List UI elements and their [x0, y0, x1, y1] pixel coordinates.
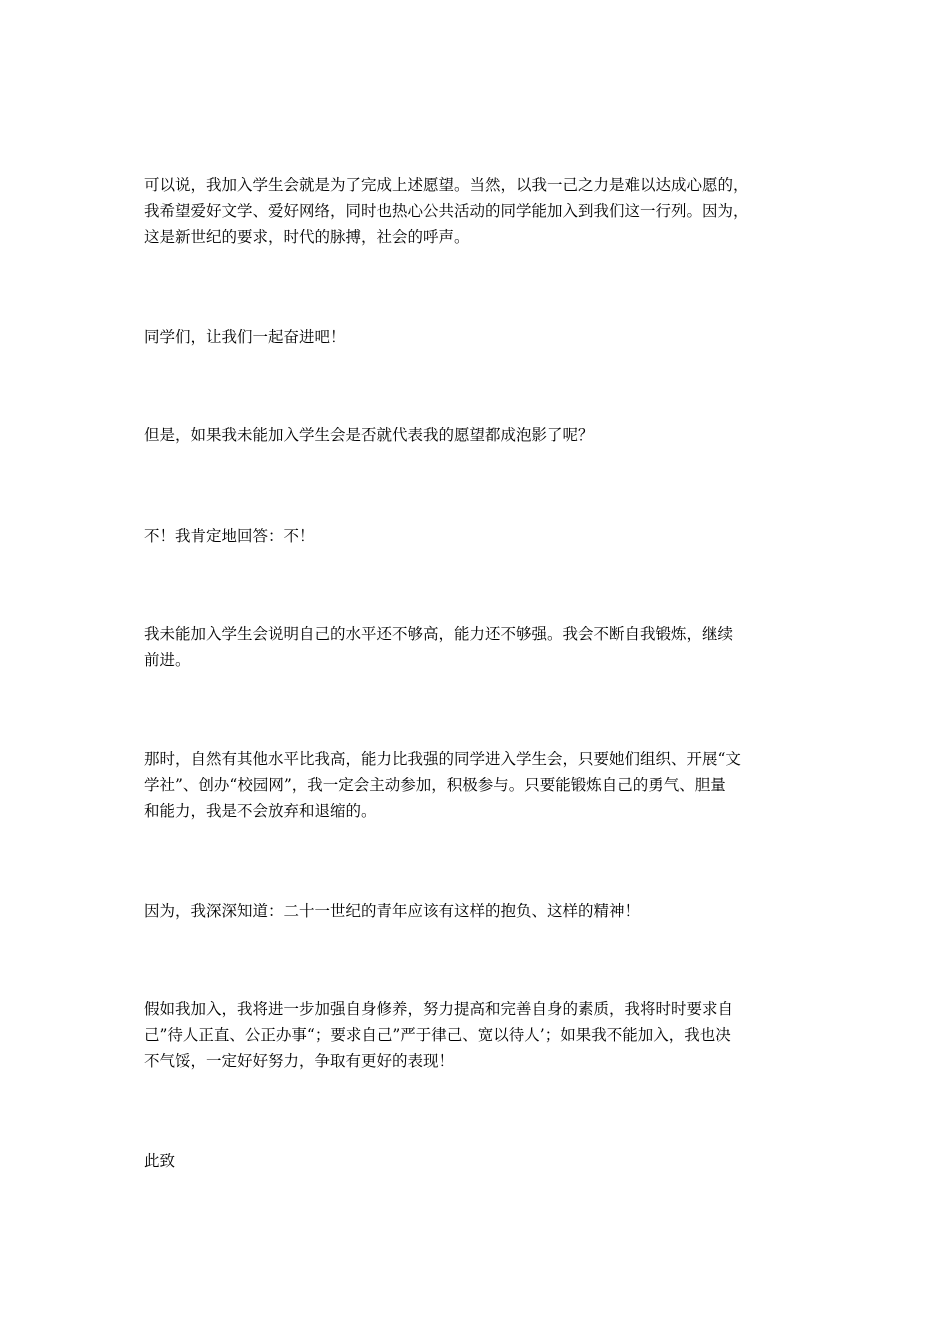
text-line: 和能力，我是不会放弃和退缩的。	[144, 802, 377, 820]
paragraph-commitment	[144, 996, 810, 1074]
text-line: 学社”、创办“校园网”，我一定会主动参加，积极参与。只要能锻炼自己的勇气、胆量	[144, 776, 726, 794]
text-line: 但是，如果我未能加入学生会是否就代表我的愿望都成泡影了呢？	[144, 426, 594, 444]
text-line: 我未能加入学生会说明自己的水平还不够高，能力还不够强。我会不断自我锻炼，继续	[144, 625, 734, 643]
paragraph-belief	[144, 898, 810, 924]
paragraph-self-improvement	[144, 621, 810, 673]
paragraph-answer	[144, 523, 810, 549]
paragraph-question	[144, 422, 810, 448]
paragraph-participation	[144, 746, 810, 824]
text-line: 因为，我深深知道：二十一世纪的青年应该有这样的抱负、这样的精神！	[144, 902, 641, 920]
text-line: 那时，自然有其他水平比我高，能力比我强的同学进入学生会，只要她们组织、开展“文	[144, 750, 741, 768]
paragraph-call-to-action	[144, 324, 810, 350]
text-line: 我希望爱好文学、爱好网络，同时也热心公共活动的同学能加入到我们这一行列。因为，	[144, 202, 749, 220]
text-line: 假如我加入，我将进一步加强自身修养，努力提高和完善自身的素质，我将时时要求自	[144, 1000, 734, 1018]
text-line: 同学们，让我们一起奋进吧！	[144, 328, 346, 346]
paragraph-motivation	[144, 172, 810, 250]
text-line: 这是新世纪的要求，时代的脉搏，社会的呼声。	[144, 228, 470, 246]
text-line: 可以说，我加入学生会就是为了完成上述愿望。当然，以我一己之力是难以达成心愿的，	[144, 176, 749, 194]
text-line: 前进。	[144, 651, 191, 669]
text-line: 此致	[144, 1152, 176, 1170]
text-line: 不！我肯定地回答：不！	[144, 527, 315, 545]
paragraph-closing	[144, 1148, 810, 1174]
text-line: 己”待人正直、公正办事“；要求自己”严于律己、宽以待人’；如果我不能加入，我也决	[144, 1026, 731, 1044]
text-line: 不气馁，一定好好努力，争取有更好的表现！	[144, 1052, 455, 1070]
